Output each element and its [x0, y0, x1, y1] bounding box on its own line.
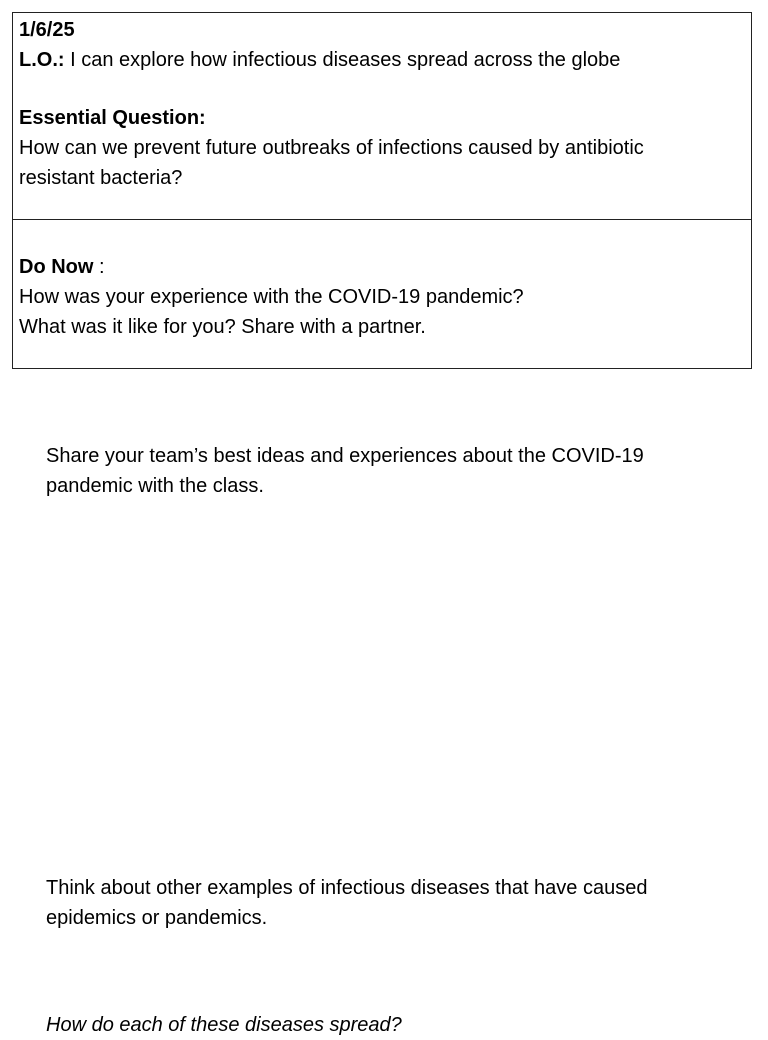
spread-question: How do each of these diseases spread?: [46, 1014, 402, 1036]
do-now-line-1: How was your experience with the COVID-19 pandemic?: [19, 286, 524, 308]
think-examples-paragraph: [46, 873, 746, 933]
do-now-box: [12, 219, 752, 369]
essential-question-line-1: How can we prevent future outbreaks of infections caused by antibiotic: [19, 137, 644, 159]
lo-text: I can explore how infectious diseases spread across the globe: [64, 49, 621, 71]
learning-objective-box: [12, 12, 752, 220]
do-now-line-2: What was it like for you? Share with a partner.: [19, 316, 426, 338]
share-ideas-paragraph: [46, 441, 746, 501]
essential-question-line-2: resistant bacteria?: [19, 167, 183, 189]
lo-label: L.O.:: [19, 49, 65, 71]
share-line-1: Share your team’s best ideas and experiences about the COVID-19: [46, 445, 644, 467]
share-line-2: pandemic with the class.: [46, 475, 264, 497]
learning-objective: [19, 45, 745, 75]
think-line-2: epidemics or pandemics.: [46, 907, 268, 929]
do-now-label-suffix: :: [93, 256, 105, 278]
do-now-label: Do Now: [19, 256, 94, 278]
do-now-heading: [19, 252, 745, 282]
essential-question-label: Essential Question:: [19, 107, 206, 129]
think-line-1: Think about other examples of infectious diseases that have caused: [46, 877, 648, 899]
date: 1/6/25: [19, 19, 75, 41]
